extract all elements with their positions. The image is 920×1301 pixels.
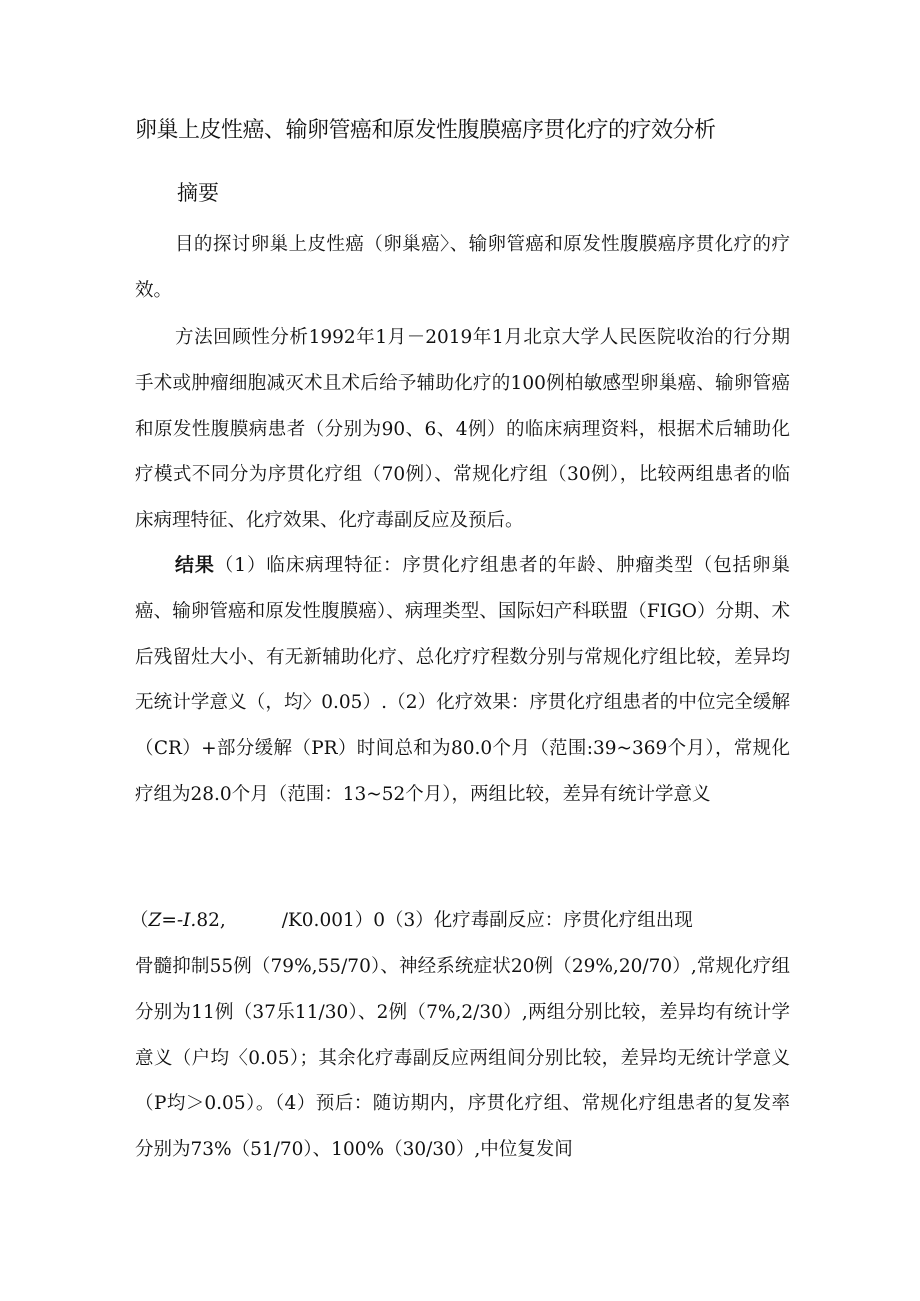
document-title: 卵巢上皮性癌、输卵管癌和原发性腹膜癌序贯化疗的疗效分析 [135, 118, 716, 143]
formula-p-and-toxicity: /K0.001）0（3）化疗毒副反应：序贯化疗组出现 [281, 910, 693, 931]
formula-z: Z=-I. [148, 910, 197, 931]
result-text: （1）临床病理特征：序贯化疗组患者的年龄、肿瘤类型（包括卵巢癌、输卵管癌和原发性腹膜癌）、病理类型、国际妇产科联盟（FIGO）分期、术后残留灶大小、有无新辅助化疗、总化疗疗程数分别与常规化疗组比较，差异均无统计学意义（，均〉0.05）.（2）化疗效果：序贯化疗组患者的中位完全缓解（CR）+部分缓解（PR）时间总和为80.0个月（范围:39~369个月），常规化疗组为28.0个月（范围：13~52个月），两组比较，差异有统计学意义 [135, 555, 790, 805]
statistics-line [130, 898, 790, 944]
goal-paragraph: 目的探讨卵巢上皮性癌（卵巢癌〉、输卵管癌和原发性腹膜癌序贯化疗的疗效。 [135, 234, 790, 301]
method-paragraph: 方法回顾性分析1992年1月－2019年1月北京大学人民医院收治的行分期手术或肿瘤细胞减灭术且术后给予辅助化疗的100例柏敏感型卵巢癌、输卵管癌和原发性腹膜病患者（分别为90、6、4例）的临床病理资料，根据术后辅助化疗模式不同分为序贯化疗组（70例）、常规化疗组（30例），比较两组患者的临床病理特征、化疗效果、化疗毒副反应及预后。 [135, 327, 790, 532]
formula-z-value: 82, [196, 910, 226, 931]
toxicity-prognosis-paragraph: 骨髓抑制55例（79%,55/70）、神经系统症状20例（29%,20/70）,常规化疗组分别为11例（37乐11/30）、2例（7%,2/30）,两组分别比较，差异均有统计学意义（户均〈0.05）；其余化疗毒副反应两组间分别比较，差异均无统计学意义（P均＞0.05）。（4）预后：随访期内，序贯化疗组、常规化疗组患者的复发率分别为73%（51/70）、100%（30/30）,中位复发间 [135, 956, 790, 1161]
abstract-heading: 摘要 [177, 181, 219, 205]
result-paragraph [135, 543, 790, 818]
result-label: 结果 [175, 554, 215, 576]
formula-open-paren: （ [130, 910, 149, 931]
